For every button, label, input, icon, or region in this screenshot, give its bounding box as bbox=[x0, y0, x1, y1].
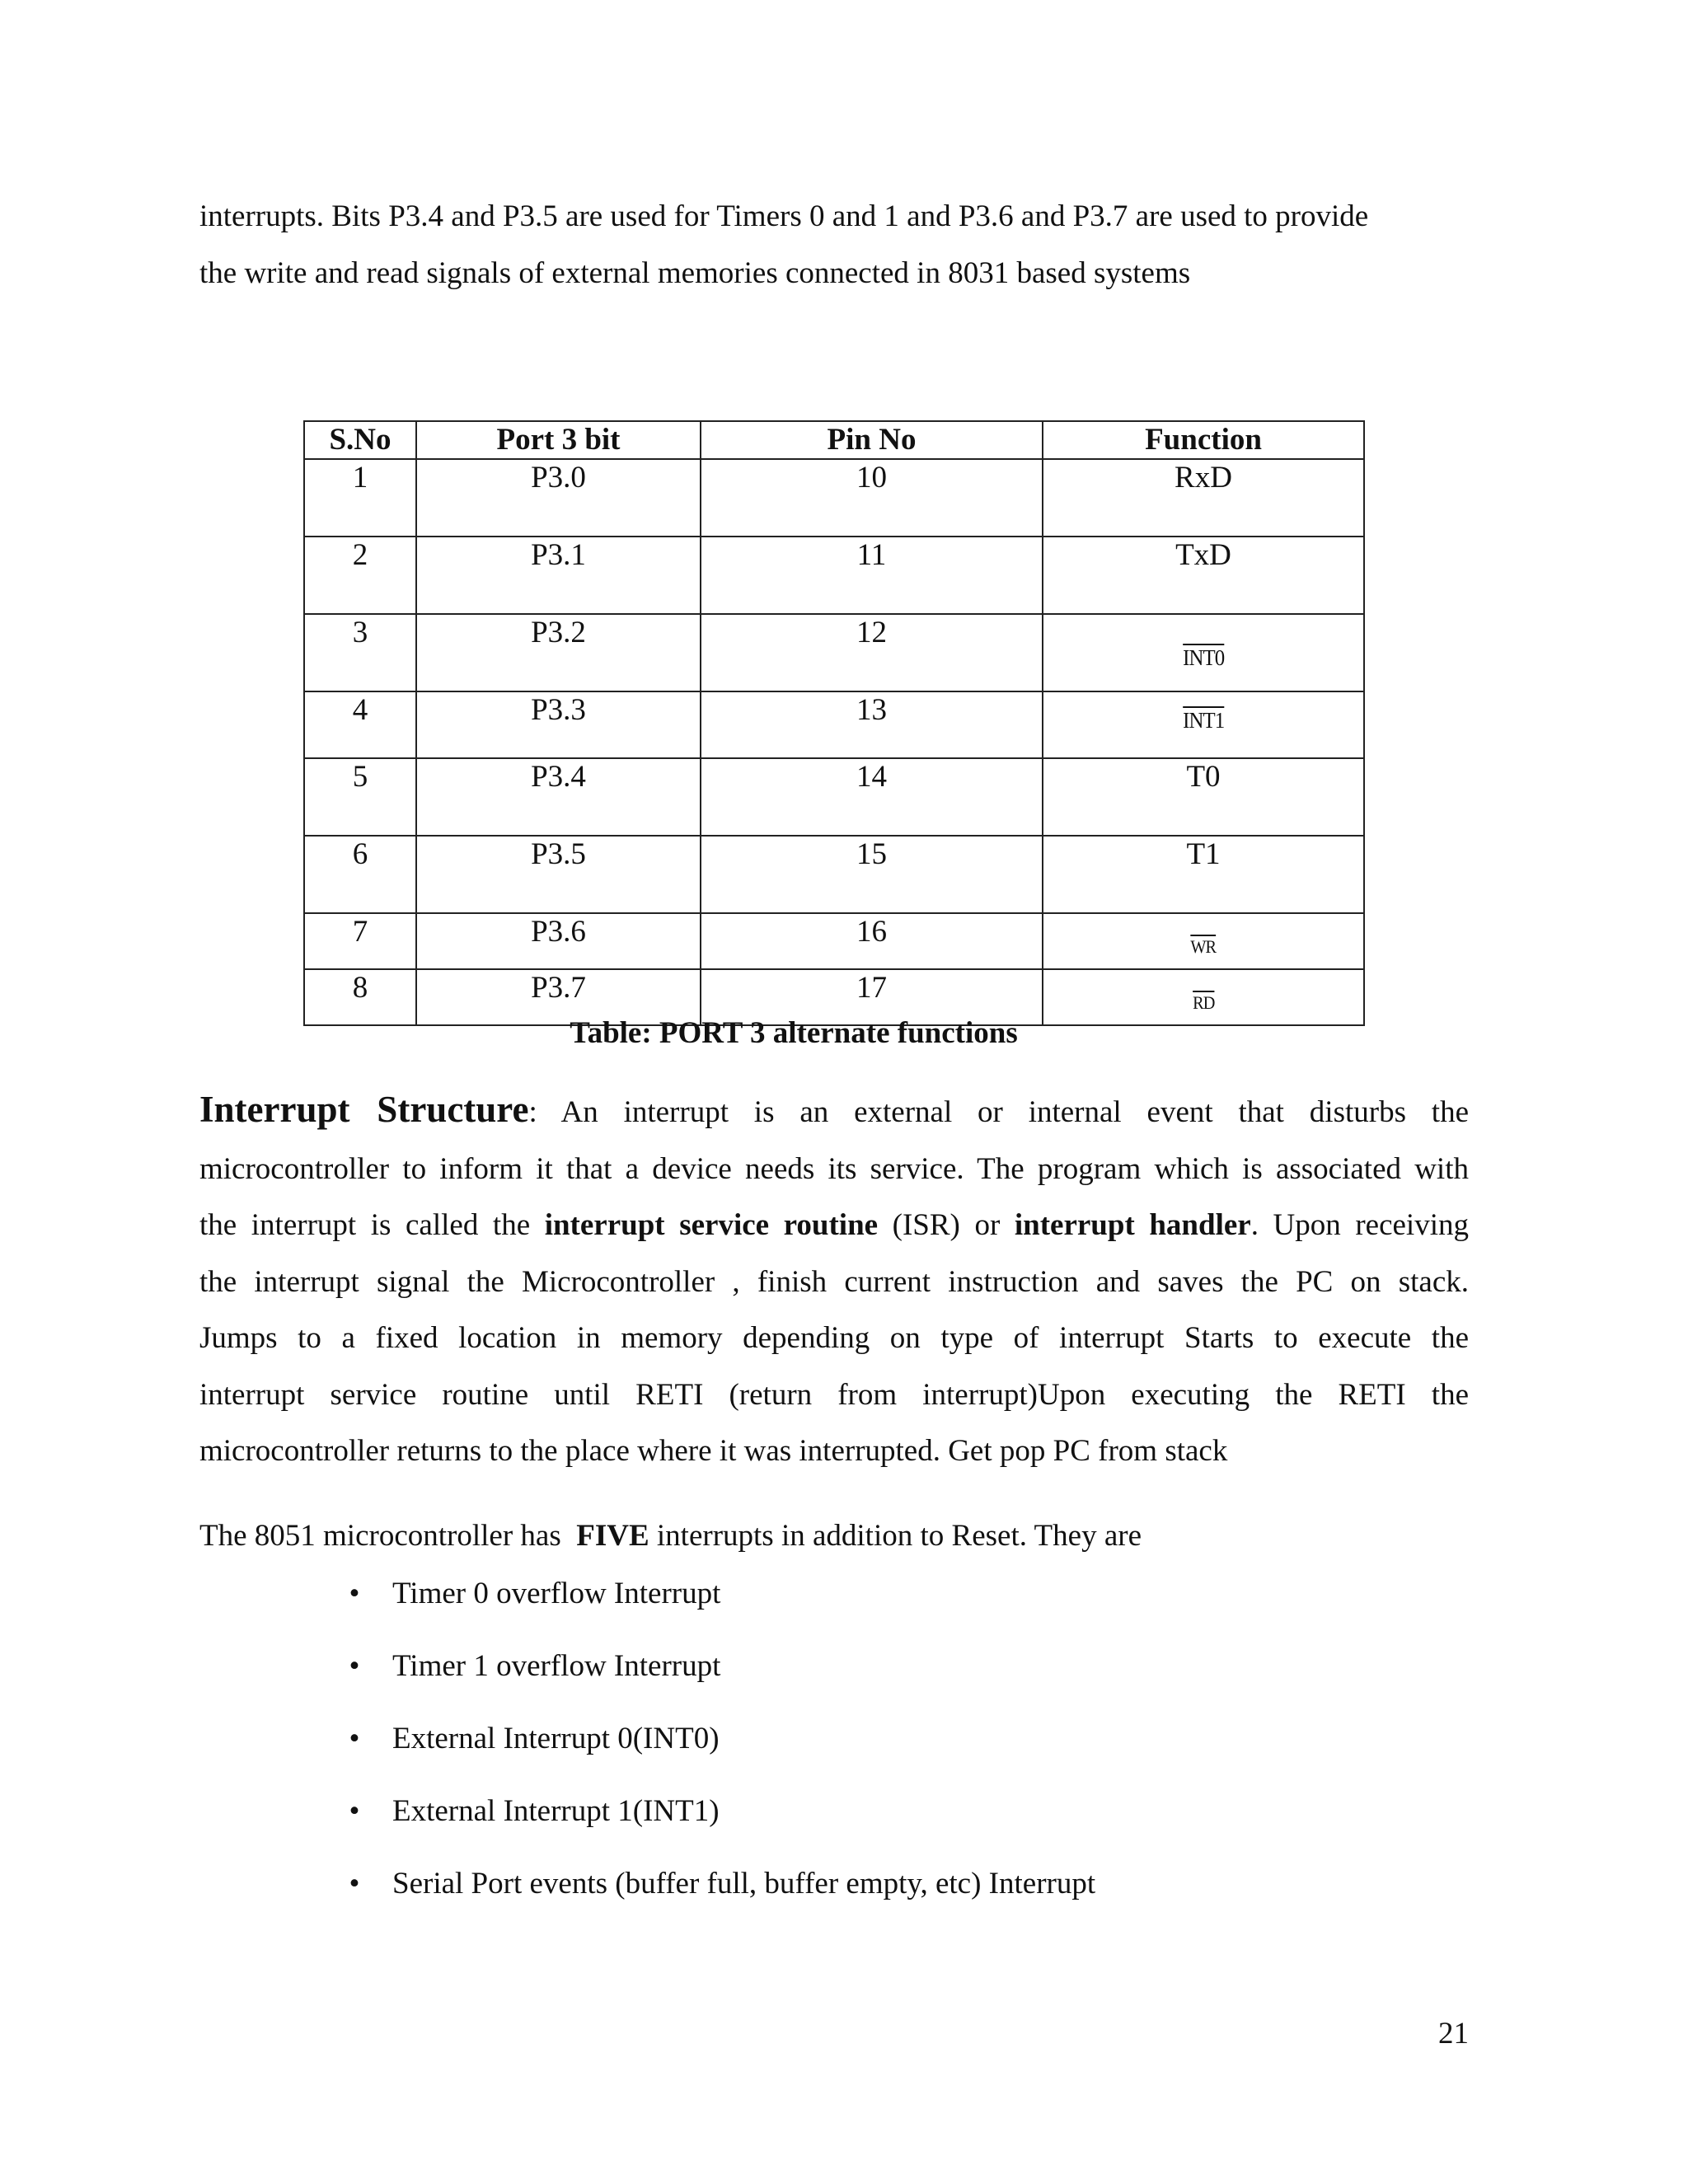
int1-signal: INT1 bbox=[1182, 708, 1225, 733]
list-item-text: Serial Port events (buffer full, buffer empty, etc) Interrupt bbox=[392, 1867, 1096, 1900]
cell-sno: 5 bbox=[304, 758, 416, 836]
bullet-icon: • bbox=[349, 1867, 360, 1900]
cell-pin: 10 bbox=[701, 459, 1043, 537]
interrupt-line-1 bbox=[199, 1081, 1469, 1141]
cell-bit: P3.1 bbox=[416, 537, 701, 614]
list-item-text: Timer 1 overflow Interrupt bbox=[392, 1649, 721, 1683]
table-row bbox=[304, 913, 1364, 969]
cell-function bbox=[1043, 614, 1364, 691]
cell-function: T1 bbox=[1043, 836, 1364, 913]
line3-text-c: (ISR) or bbox=[892, 1208, 1001, 1242]
wr-signal: $\overline{WR}$ bbox=[1190, 936, 1217, 957]
list-item-text: External Interrupt 0(INT0) bbox=[392, 1722, 720, 1755]
cell-function: RxD bbox=[1043, 459, 1364, 537]
list-item-text: Timer 0 overflow Interrupt bbox=[392, 1577, 721, 1610]
rd-signal: $\overline{RD}$ bbox=[1192, 992, 1215, 1013]
bullet-icon: • bbox=[349, 1794, 360, 1828]
header-function: Function bbox=[1043, 421, 1364, 459]
header-port-bit: Port 3 bit bbox=[416, 421, 701, 459]
interrupt-line-7: microcontroller returns to the place where it was interrupted. Get pop PC from stack bbox=[199, 1434, 1228, 1468]
list-item bbox=[346, 1648, 1095, 1721]
cell-sno: 8 bbox=[304, 969, 416, 1025]
interrupt-line-1-text: An interrupt is an external or internal event that disturbs the bbox=[560, 1095, 1469, 1129]
isr-term: interrupt service routine bbox=[544, 1208, 879, 1242]
cell-pin: 17 bbox=[701, 969, 1043, 1025]
cell-bit: P3.3 bbox=[416, 691, 701, 758]
table-row bbox=[304, 537, 1364, 614]
cell-function bbox=[1043, 913, 1364, 969]
page-number: 21 bbox=[1438, 2017, 1469, 2050]
cell-sno: 3 bbox=[304, 614, 416, 691]
interrupt-structure-paragraph bbox=[199, 1081, 1469, 1480]
port3-table bbox=[303, 420, 1365, 1026]
interrupt-list bbox=[346, 1576, 1095, 1938]
handler-term: interrupt handler bbox=[1014, 1208, 1251, 1242]
line3-text-d: . Upon receiving bbox=[1250, 1208, 1469, 1242]
header-sno: S.No bbox=[304, 421, 416, 459]
list-item bbox=[346, 1793, 1095, 1866]
interrupt-line-2: microcontroller to inform it that a device needs its service. The program which is associated with bbox=[199, 1151, 1469, 1186]
cell-pin: 12 bbox=[701, 614, 1043, 691]
cell-sno: 1 bbox=[304, 459, 416, 537]
table-row bbox=[304, 758, 1364, 836]
cell-pin: 13 bbox=[701, 691, 1043, 758]
cell-bit: P3.5 bbox=[416, 836, 701, 913]
cell-sno: 2 bbox=[304, 537, 416, 614]
cell-function: T0 bbox=[1043, 758, 1364, 836]
table-row bbox=[304, 459, 1364, 537]
list-item bbox=[346, 1576, 1095, 1648]
table-row bbox=[304, 691, 1364, 758]
cell-pin: 15 bbox=[701, 836, 1043, 913]
bullet-icon: • bbox=[349, 1649, 360, 1683]
table-caption: Table: PORT 3 alternate functions bbox=[570, 1016, 1018, 1050]
cell-pin: 11 bbox=[701, 537, 1043, 614]
cell-bit: P3.4 bbox=[416, 758, 701, 836]
cell-function bbox=[1043, 691, 1364, 758]
cell-pin: 14 bbox=[701, 758, 1043, 836]
cell-function: TxD bbox=[1043, 537, 1364, 614]
table-row bbox=[304, 836, 1364, 913]
table-row bbox=[304, 614, 1364, 691]
bullet-icon: • bbox=[349, 1722, 360, 1755]
bullet-icon: • bbox=[349, 1577, 360, 1610]
cell-pin: 16 bbox=[701, 913, 1043, 969]
intro-line-2: the write and read signals of external memories connected in 8031 based systems bbox=[199, 255, 1191, 290]
interrupt-line-3 bbox=[199, 1197, 1469, 1254]
section-heading: Interrupt Structure bbox=[199, 1089, 529, 1130]
cell-sno: 7 bbox=[304, 913, 416, 969]
header-pin-no: Pin No bbox=[701, 421, 1043, 459]
cell-bit: P3.7 bbox=[416, 969, 701, 1025]
cell-bit: P3.2 bbox=[416, 614, 701, 691]
cell-sno: 6 bbox=[304, 836, 416, 913]
cell-sno: 4 bbox=[304, 691, 416, 758]
intro-line-1: interrupts. Bits P3.4 and P3.5 are used for Timers 0 and 1 and P3.6 and P3.7 are used to provide bbox=[199, 199, 1369, 233]
line3-text-a: the interrupt is called the bbox=[199, 1208, 531, 1242]
five-term: FIVE bbox=[576, 1519, 649, 1553]
five-text-c: interrupts in addition to Reset. They are bbox=[656, 1519, 1142, 1553]
intro-paragraph bbox=[199, 189, 1469, 302]
int0-signal: INT0 bbox=[1182, 645, 1225, 670]
cell-bit: P3.0 bbox=[416, 459, 701, 537]
list-item-text: External Interrupt 1(INT1) bbox=[392, 1794, 720, 1828]
list-item bbox=[346, 1866, 1095, 1938]
interrupt-line-6: interrupt service routine until RETI (return from interrupt)Upon executing the RETI the bbox=[199, 1377, 1469, 1412]
list-item bbox=[346, 1721, 1095, 1793]
heading-colon: : bbox=[528, 1095, 537, 1129]
interrupt-line-4: the interrupt signal the Microcontroller , finish current instruction and saves the PC on stack. bbox=[199, 1264, 1469, 1299]
five-interrupts-sentence bbox=[199, 1508, 1469, 1565]
interrupt-line-5: Jumps to a fixed location in memory depending on type of interrupt Starts to execute the bbox=[199, 1321, 1469, 1355]
cell-bit: P3.6 bbox=[416, 913, 701, 969]
table-header-row bbox=[304, 421, 1364, 459]
five-text-a: The 8051 microcontroller has bbox=[199, 1519, 561, 1553]
